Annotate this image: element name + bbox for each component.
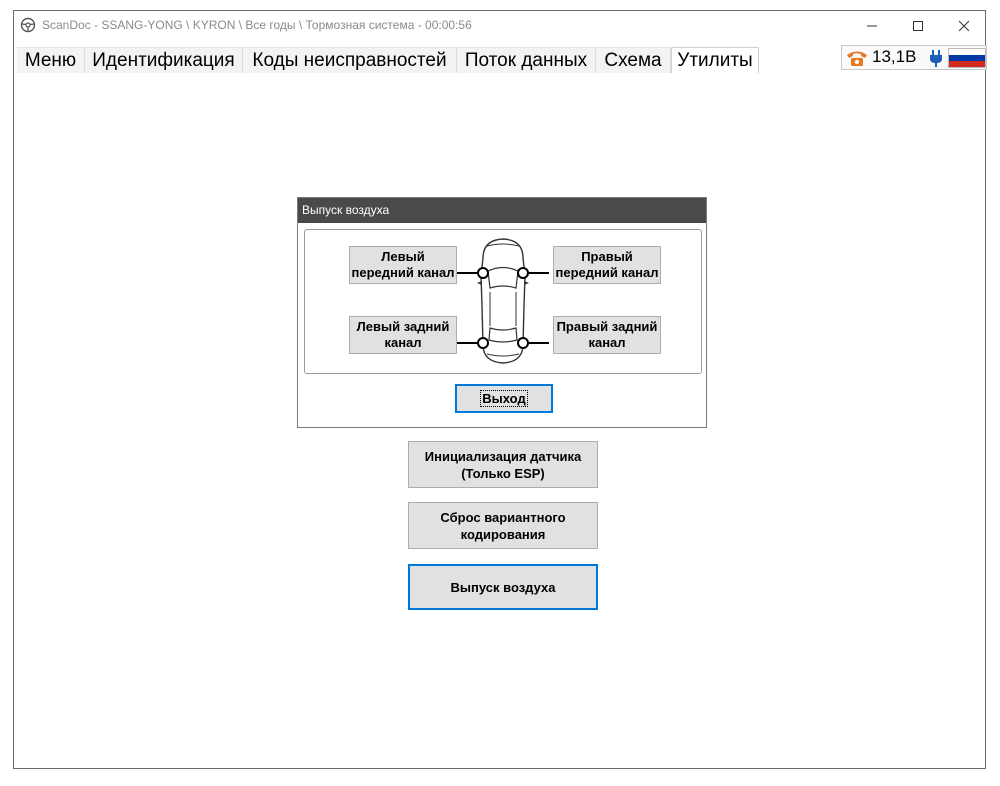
- title-bar: [14, 11, 985, 41]
- air-bleed-button[interactable]: Выпуск воздуха: [408, 564, 598, 610]
- maximize-icon: [912, 20, 924, 32]
- phone-icon[interactable]: [845, 49, 869, 67]
- minimize-button[interactable]: [849, 11, 895, 41]
- rear-right-channel-button[interactable]: Правый задний канал: [553, 316, 661, 354]
- flag-stripe-red: [949, 61, 985, 67]
- channel-panel: [304, 229, 702, 374]
- car-diagram-icon: [453, 236, 553, 368]
- rear-left-channel-button[interactable]: Левый задний канал: [349, 316, 457, 354]
- steering-wheel-icon: [20, 17, 36, 33]
- exit-button-label: Выход: [482, 391, 526, 406]
- dialog-title: Выпуск воздуха: [298, 198, 706, 223]
- front-right-channel-button[interactable]: Правый передний канал: [553, 246, 661, 284]
- window-title: ScanDoc - SSANG-YONG \ KYRON \ Все годы \ Тормозная система - 00:00:56: [42, 18, 472, 32]
- language-flag[interactable]: [948, 48, 986, 68]
- tab-fault-codes[interactable]: Коды неисправностей: [243, 47, 457, 73]
- reset-coding-button[interactable]: Сброс вариантного кодирования: [408, 502, 598, 549]
- front-left-channel-button[interactable]: Левый передний канал: [349, 246, 457, 284]
- sensor-init-button[interactable]: Инициализация датчика (Только ESP): [408, 441, 598, 488]
- tab-utilities[interactable]: Утилиты: [671, 47, 759, 73]
- exit-button[interactable]: [455, 384, 553, 413]
- tab-identification[interactable]: Идентификация: [85, 47, 243, 73]
- tab-data-stream[interactable]: Поток данных: [457, 47, 596, 73]
- tab-menu[interactable]: Меню: [17, 47, 85, 73]
- voltage-readout: 13,1В: [872, 47, 917, 66]
- air-bleed-dialog: [297, 197, 707, 428]
- maximize-button[interactable]: [895, 11, 941, 41]
- close-button[interactable]: [941, 11, 987, 41]
- status-panel: [841, 45, 987, 70]
- tab-schema[interactable]: Схема: [596, 47, 671, 73]
- minimize-icon: [866, 20, 878, 32]
- tab-bar: [17, 47, 982, 73]
- plug-icon: [928, 48, 944, 68]
- close-icon: [958, 20, 970, 32]
